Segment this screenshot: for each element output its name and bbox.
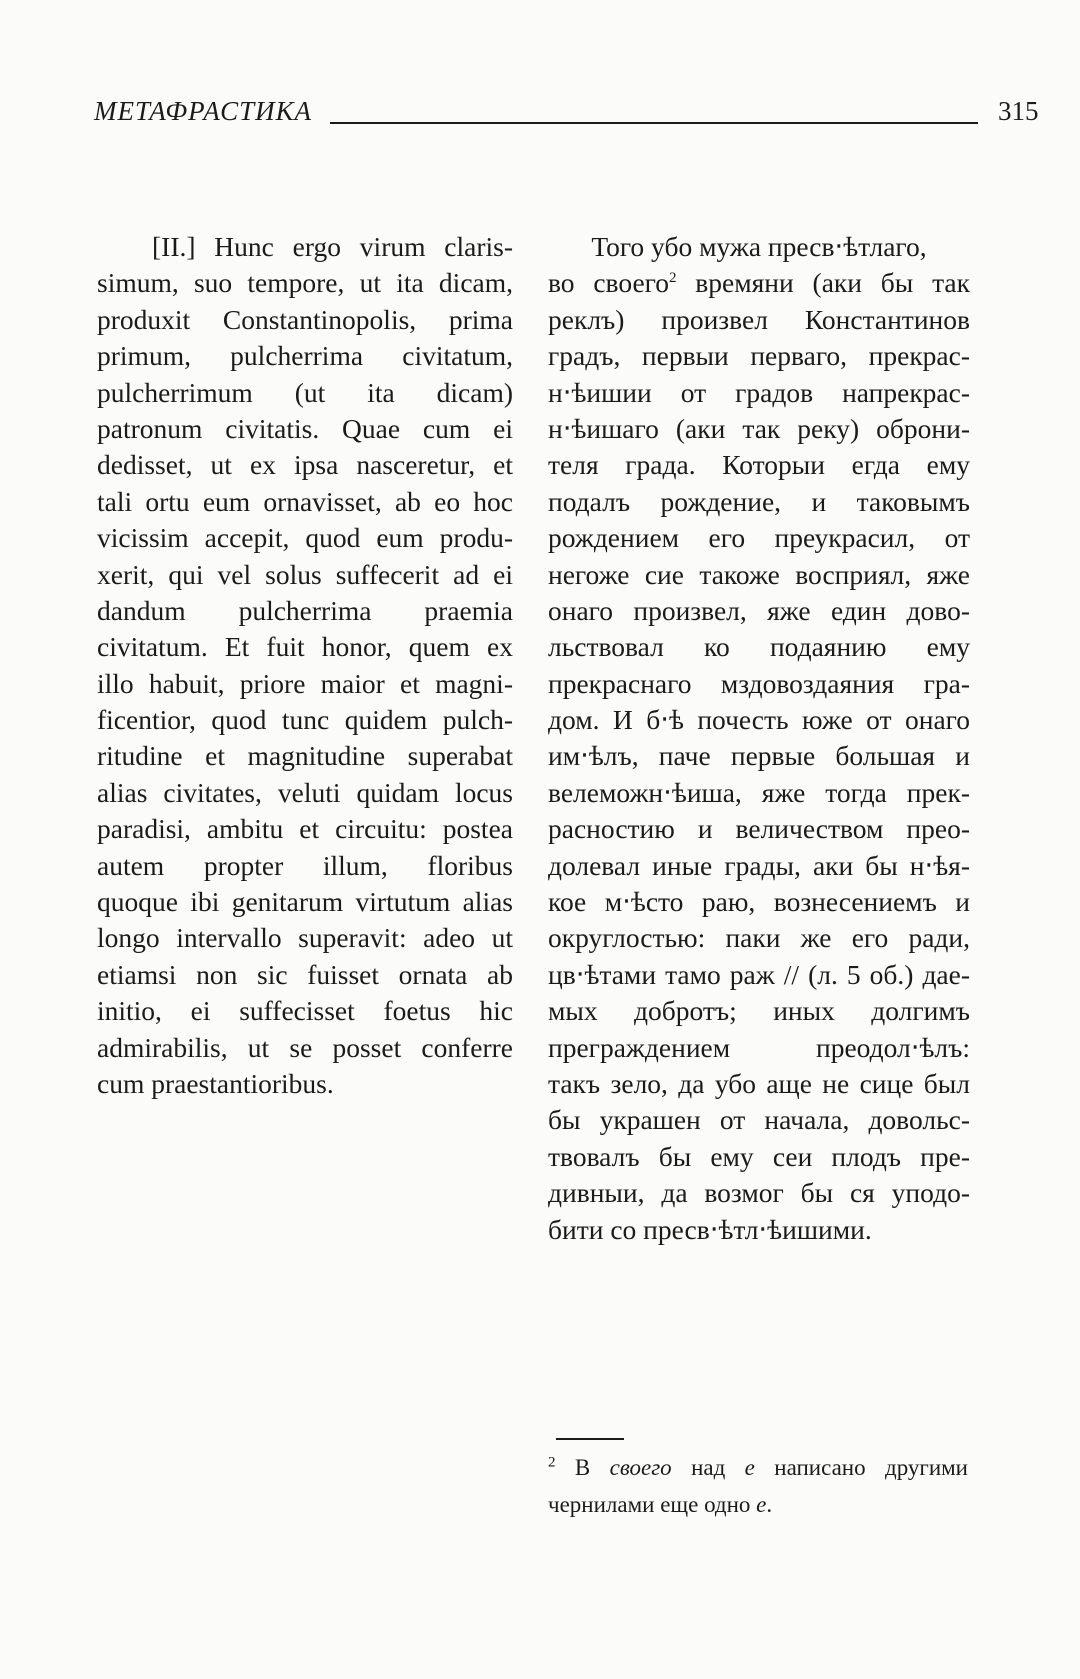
latin-line: quoque ibi genitarum virtutum alias — [97, 886, 513, 918]
slavonic-line: цв‧ѣтами тамо раж // (л. 5 об.) дае- — [548, 958, 970, 990]
latin-line: dedisset, ut ex ipsa nasceretur, et — [97, 449, 513, 481]
latin-line: dandum pulcherrima praemia — [97, 594, 513, 626]
slavonic-line: кое м‧ѣсто раю, вознесениемъ и — [548, 886, 970, 918]
latin-column — [97, 229, 513, 1102]
page-number: 315 — [998, 96, 1039, 126]
footnote-rule — [556, 1438, 624, 1440]
latin-line: illo habuit, priore maior et magni- — [97, 667, 513, 699]
footnote-italic: своего — [609, 1455, 672, 1480]
latin-line: xerit, qui vel solus suffecerit ad ei — [97, 558, 513, 590]
footnote-text: написано другими — [754, 1455, 968, 1480]
footnote-line — [548, 1486, 968, 1523]
latin-line: [II.] Hunc ergo virum claris- — [152, 231, 513, 262]
slavonic-line: дом. И б‧ѣ почесть юже от онаго — [548, 704, 970, 736]
slavonic-line: преграждением преодол‧ѣлъ: — [548, 1031, 970, 1063]
slavonic-line: такъ зело, да убо аще не сице был — [548, 1067, 970, 1099]
slavonic-line: велеможн‧ѣиша, яже тогда прек- — [548, 776, 970, 808]
slavonic-line: мых добротъ; иных долгимъ — [548, 995, 970, 1027]
latin-line: primum, pulcherrima civitatum, — [97, 340, 513, 372]
slavonic-line: рождением его преукрасил, от — [548, 522, 970, 554]
latin-line: patronum civitatis. Quae cum ei — [97, 412, 513, 444]
latin-line: etiamsi non sic fuisset ornata ab — [97, 958, 513, 990]
slavonic-line: негоже сие такоже восприял, яже — [548, 558, 970, 590]
slavonic-line: теля града. Которыи егда ему — [548, 449, 970, 481]
header-rule — [330, 122, 978, 124]
latin-line: cum praestantioribus. — [97, 1067, 334, 1099]
slavonic-line: реклъ) произвел Константинов — [548, 303, 970, 335]
slavonic-line: дивныи, да возмог бы ся уподо- — [548, 1177, 970, 1209]
latin-line: civitatum. Et fuit honor, quem ex — [97, 631, 513, 663]
slavonic-line: долевал иные грады, аки бы н‧ѣя- — [548, 849, 970, 881]
footnote-italic: е — [744, 1455, 755, 1480]
footnote-text: над — [671, 1455, 745, 1480]
slavonic-line: бы украшен от начала, довольс- — [548, 1104, 970, 1136]
slavonic-text: во своего — [548, 267, 669, 299]
slavonic-line: твовалъ бы ему сеи плодъ пре- — [548, 1140, 970, 1172]
slavonic-column — [548, 229, 970, 1248]
latin-line: paradisi, ambitu et circuitu: postea — [97, 813, 513, 845]
footnote-text: чернилами еще одно — [548, 1492, 757, 1517]
latin-line: autem propter illum, floribus — [97, 849, 513, 881]
running-title: МЕТАФРАСТИКА — [94, 96, 313, 126]
slavonic-line: льствовал ко подаянию ему — [548, 631, 970, 663]
slavonic-line: онаго произвел, яже един дово- — [548, 594, 970, 626]
slavonic-line: бити со пресв‧ѣтл‧ѣишими. — [548, 1213, 872, 1245]
slavonic-line: им‧ѣлъ, паче первые большая и — [548, 740, 970, 772]
latin-line: vicissim accepit, quod eum produ- — [97, 522, 513, 554]
latin-line: longo intervallo superavit: adeo ut — [97, 922, 513, 954]
slavonic-text: времяни (аки бы так — [676, 267, 970, 299]
slavonic-line: градъ, первыи перваго, прекрас- — [548, 340, 970, 372]
footnote — [548, 1449, 968, 1523]
latin-line: produxit Constantinopolis, prima — [97, 303, 513, 335]
latin-line: simum, suo tempore, ut ita dicam, — [97, 267, 513, 299]
slavonic-line: Того убо мужа пресв‧ѣтлаго, — [591, 231, 927, 262]
latin-line: ritudine et magnitudine superabat — [97, 740, 513, 772]
running-head — [94, 96, 1039, 136]
slavonic-line: подалъ рождение, и таковымъ — [548, 485, 970, 517]
slavonic-line: расностию и величеством прео- — [548, 813, 970, 845]
slavonic-line: н‧ѣишии от градов напрекрас- — [548, 376, 970, 408]
slavonic-line: прекраснаго мздовоздаяния гра- — [548, 667, 970, 699]
footnote-mark: 2 — [548, 1454, 556, 1471]
footnote-line — [548, 1449, 968, 1486]
slavonic-line: н‧ѣишаго (аки так реку) оброни- — [548, 412, 970, 444]
footnote-text: В — [555, 1455, 610, 1480]
latin-line: alias civitates, veluti quidam locus — [97, 776, 513, 808]
latin-line: ficentior, quod tunc quidem pulch- — [97, 704, 513, 736]
latin-line: pulcherrimum (ut ita dicam) — [97, 376, 513, 408]
footnote-italic: е — [756, 1492, 767, 1517]
footnote-reference: 2 — [669, 270, 677, 287]
slavonic-line: округлостью: паки же его ради, — [548, 922, 970, 954]
slavonic-line — [548, 265, 970, 301]
footnote-text: . — [766, 1492, 773, 1517]
latin-line: admirabilis, ut se posset conferre — [97, 1031, 513, 1063]
latin-line: initio, ei suffecisset foetus hic — [97, 995, 513, 1027]
latin-line: tali ortu eum ornavisset, ab eo hoc — [97, 485, 513, 517]
